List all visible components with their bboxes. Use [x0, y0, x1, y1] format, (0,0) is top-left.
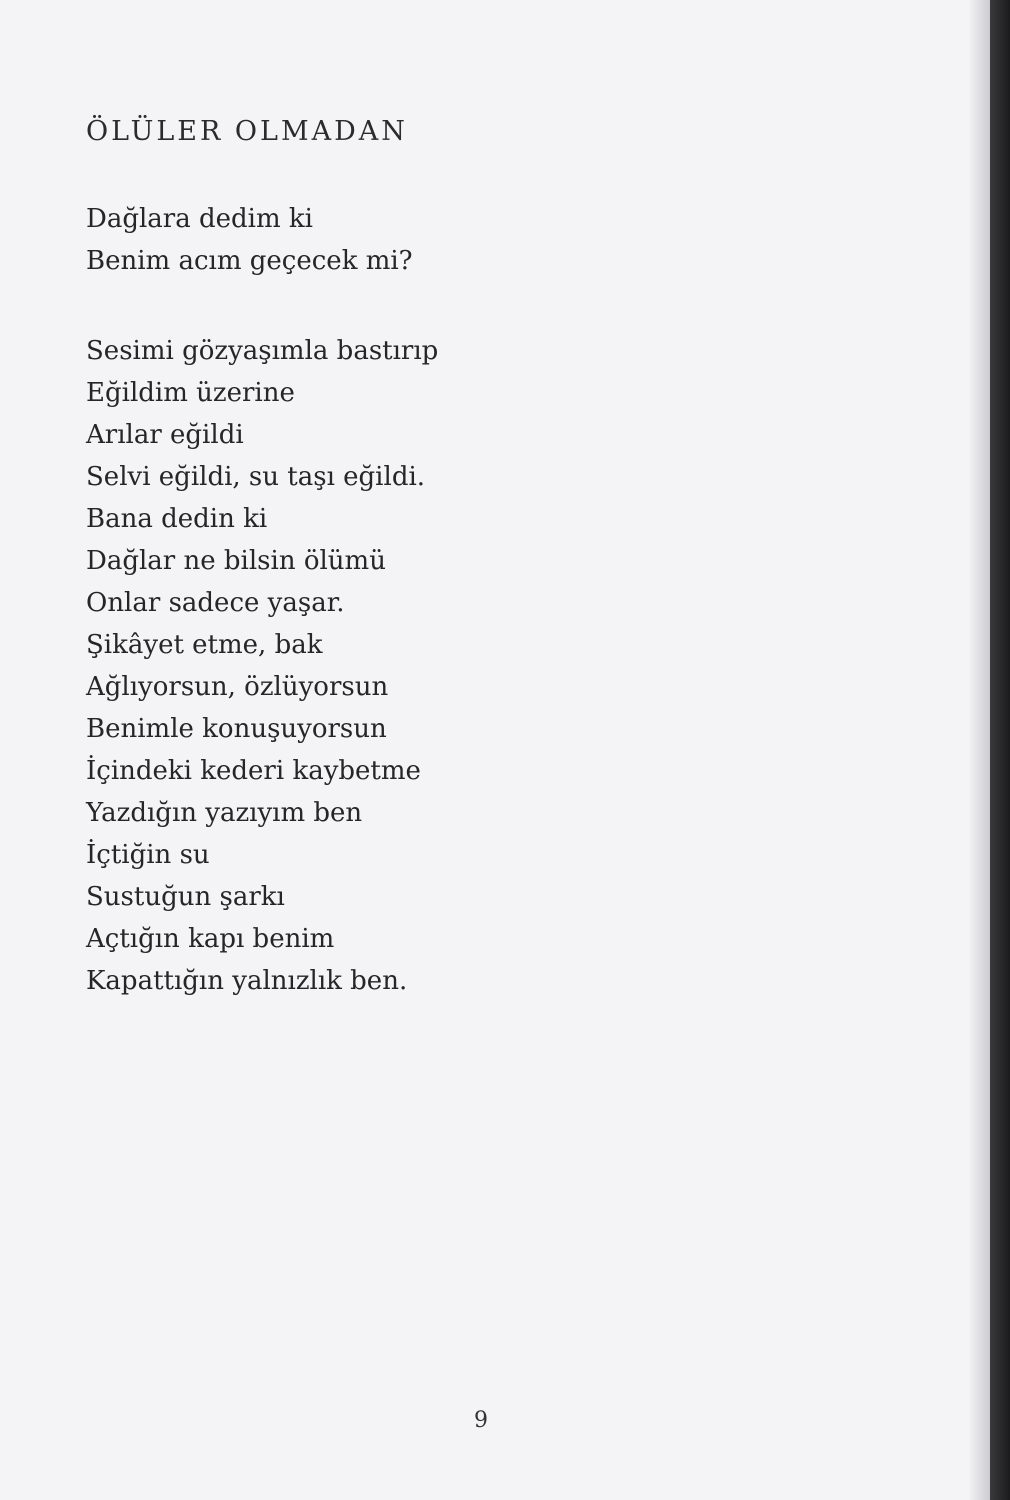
book-spine — [990, 0, 1010, 1500]
poem-line: Sesimi gözyaşımla bastırıp — [86, 336, 439, 366]
poem-line: İçindeki kederi kaybetme — [86, 756, 421, 786]
poem-line: Arılar eğildi — [86, 420, 244, 450]
poem-line: Sustuğun şarkı — [86, 882, 285, 912]
poem-title: ÖLÜLER OLMADAN — [86, 116, 408, 147]
page-number: 9 — [474, 1408, 488, 1433]
poem-line: Benimle konuşuyorsun — [86, 714, 387, 744]
poem-line: Bana dedin ki — [86, 504, 268, 534]
poem-line: Kapattığın yalnızlık ben. — [86, 966, 408, 996]
poem-line: Yazdığın yazıyım ben — [86, 798, 363, 828]
poem-line: İçtiğin su — [86, 840, 210, 870]
poem-line: Şikâyet etme, bak — [86, 630, 323, 660]
poem-line: Selvi eğildi, su taşı eğildi. — [86, 462, 426, 492]
poem-line: Dağlar ne bilsin ölümü — [86, 546, 386, 576]
poem-line: Dağlara dedim ki — [86, 204, 313, 234]
stanza-2 — [86, 330, 438, 1002]
poem-line: Onlar sadece yaşar. — [86, 588, 345, 618]
poem-line: Benim acım geçecek mi? — [86, 246, 413, 276]
poem-line: Eğildim üzerine — [86, 378, 295, 408]
stanza-1 — [86, 198, 413, 282]
poem-line: Açtığın kapı benim — [86, 924, 335, 954]
poem-line: Ağlıyorsun, özlüyorsun — [86, 672, 389, 702]
page-edge-shadow — [968, 0, 990, 1500]
